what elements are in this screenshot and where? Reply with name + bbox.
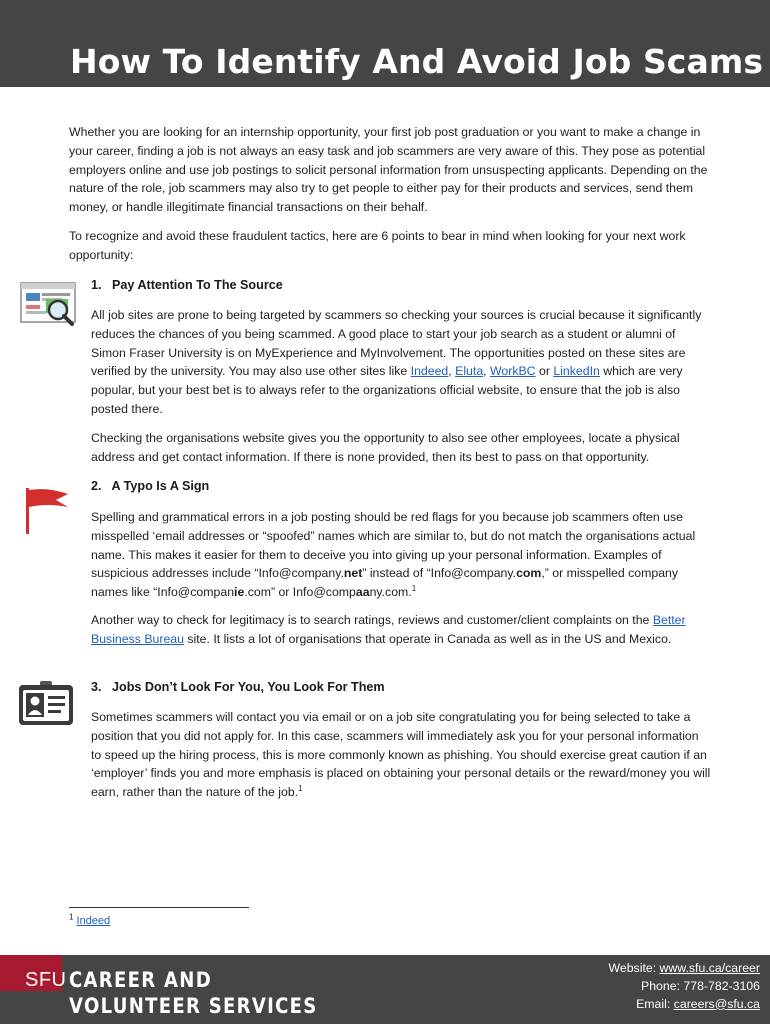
footnote-ref: 1 xyxy=(411,584,417,594)
intro-paragraph-2: To recognize and avoid these fraudulent tactics, here are 6 points to bear in mind when looking for your next work opportunity: xyxy=(69,229,686,262)
org-name-line-1: CAREER AND xyxy=(69,968,212,992)
website-line xyxy=(609,960,761,978)
section-1-heading: 1. Pay Attention To The Source xyxy=(91,278,283,292)
text-run: ie xyxy=(234,585,245,600)
org-name xyxy=(69,967,318,1019)
page-title: How To Identify And Avoid Job Scams xyxy=(70,42,764,81)
text-run: site. It lists a lot of organisations that operate in Canada as well as in the US and Mexico. xyxy=(183,631,672,646)
footnote-number: 1 xyxy=(69,912,74,922)
section-2-paragraph-2 xyxy=(91,611,711,649)
footer xyxy=(0,955,770,1024)
title-bar xyxy=(0,0,770,87)
footnote-ref: 1 xyxy=(298,784,303,794)
section-1-paragraph-2: Checking the organisations website gives you the opportunity to also see other employees, locate a physical address and get contact information. If there is none provided, then its best to pass on that opportunity. xyxy=(91,431,680,464)
contact-info xyxy=(609,960,761,1013)
footnote-indeed-link[interactable]: Indeed xyxy=(76,915,111,927)
intro-paragraph: Whether you are looking for an internship opportunity, your first job post graduation or you want to make a change in your career, finding a job is not always an easy task and job scammers are very aware of this. They pose as potential employers online and use job postings to solicit personal information from unsuspecting applicants. Depending on the nature of the role, job scammers may also try to get people to either pay for their products and services, send them money, or handle illegitimate financial transactions on their behalf. xyxy=(69,125,708,215)
text-run: net xyxy=(343,566,363,581)
section-2-paragraph-1 xyxy=(91,508,711,602)
website-label: Website: xyxy=(608,961,660,975)
sfu-logo xyxy=(0,955,67,991)
text-run: ,” or misspelled company names like “Info@compan xyxy=(91,566,679,600)
section-3-paragraph-1 xyxy=(91,708,711,802)
section-3-heading: 3. Jobs Don’t Look For You, You Look For Them xyxy=(91,680,385,694)
section-2-heading: 2. A Typo Is A Sign xyxy=(91,479,210,493)
text-run: which are very popular, but your best bet is to always refer to the organizations official website, to ensure that the job is also posted there. xyxy=(91,364,683,416)
footnote xyxy=(69,912,111,927)
bbb-link[interactable]: Better Business Bureau xyxy=(91,613,686,646)
indeed-link[interactable]: Indeed xyxy=(410,364,449,379)
text-run: or xyxy=(535,364,554,379)
text-run: com xyxy=(516,566,542,581)
workbc-link[interactable]: WorkBC xyxy=(490,364,536,379)
text-run: , xyxy=(483,364,490,379)
text-run: Spelling and grammatical errors in a job posting should be red flags for you because job scammers often use misspelled ‘email addresses or “spoofed” names which are similar to, but do not match the organisations actual name. This makes it easier for them to deceive you into giving up your personal information. Examples of suspicious addresses include “Info@company. xyxy=(91,510,696,581)
website-link[interactable]: www.sfu.ca/career xyxy=(659,961,760,975)
text-run: aa xyxy=(355,585,370,600)
sfu-logo-text: SFU xyxy=(25,969,67,991)
search-website-icon xyxy=(20,281,76,327)
phone-line: Phone: 778-782-3106 xyxy=(641,978,760,993)
linkedin-link[interactable]: LinkedIn xyxy=(553,364,600,379)
text-run: Sometimes scammers will contact you via email or on a job site congratulating you for being selected to take a position that you did not apply for. In this case, scammers will immediately ask you for your personal information to speed up the hiring process, this is more commonly known as phishing. You should exercise great caution if an ‘employer’ finds you and more emphasis is placed on obtaining your personal details or the reward/money you will earn, rather than the nature of the job. xyxy=(91,710,711,800)
text-run: , xyxy=(448,364,456,379)
text-run: ny.com. xyxy=(369,585,412,600)
section-1-paragraph-1 xyxy=(91,306,711,419)
text-run: All job sites are prone to being targeted by scammers so checking your sources is crucial because it significantly reduces the chances of you being scammed. A good place to start your job search as a student or alumni of Simon Fraser University is on MyExperience and MyInvolvement. The opportunities posted on these sites are verified by the university. You may also use other sites like xyxy=(91,308,702,379)
text-run: Another way to check for legitimacy is to search ratings, reviews and customer/client complaints on the xyxy=(91,613,653,627)
eluta-link[interactable]: Eluta xyxy=(455,364,484,379)
email-label: Email: xyxy=(636,996,674,1011)
org-name-line-2: VOLUNTEER SERVICES xyxy=(69,994,318,1018)
id-card-icon xyxy=(18,680,74,726)
footnote-divider xyxy=(69,907,249,908)
text-run: ” instead of “Info@company. xyxy=(362,566,517,581)
email-line xyxy=(609,996,761,1014)
text-run: .com” or Info@comp xyxy=(244,585,356,600)
email-link[interactable]: careers@sfu.ca xyxy=(673,996,760,1011)
red-flag-icon xyxy=(22,485,72,535)
